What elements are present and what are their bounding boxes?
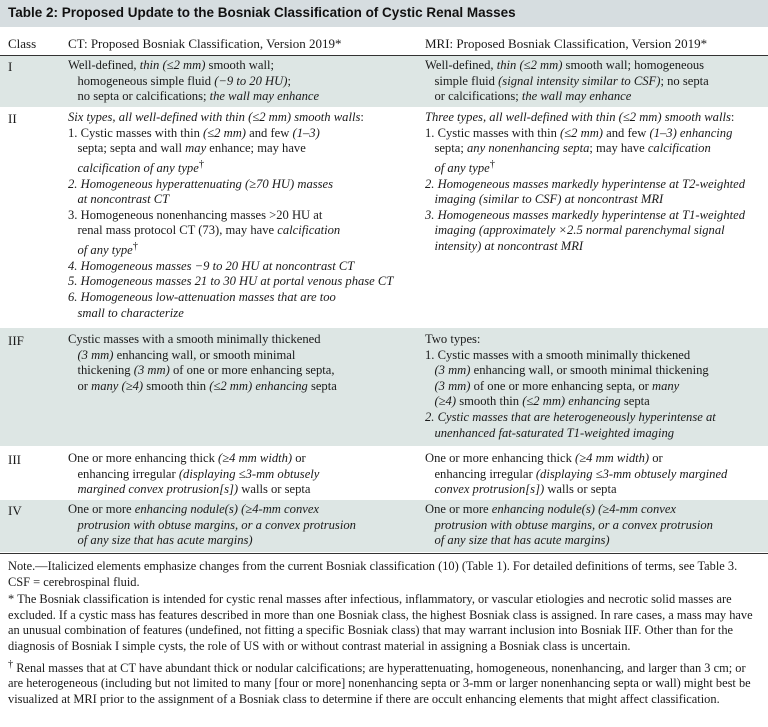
footnote-dagger: † Renal masses that at CT have abundant thick or nodular calcifications; are hyperattenuating, homogeneous, nonenhancing, and larger than 3 cm; or are heterogeneous (including but not limited to many [four or more] nonenhancing septa or 3-mm or larger nonenhancing septa or wall) might best be visualized at MRI prior to the assignment of a Bosniak class to determine if there are occult enhancing elements that might affect classification. [8, 658, 751, 706]
cell-line: margined convex protrusion[s]) walls or septa [77, 482, 311, 497]
table-title: Table 2: Proposed Update to the Bosniak Classification of Cystic Renal Masses [8, 5, 516, 20]
header-ct: CT: Proposed Bosniak Classification, Version 2019* [68, 36, 342, 51]
cell-line: 5. Homogeneous masses 21 to 30 HU at portal venous phase CT [68, 274, 394, 289]
cell-line: enhancing irregular (displaying ≤3-mm obtusely margined [425, 466, 728, 481]
cell-line: Six types, all well-defined with thin (≤2 mm) smooth walls: [68, 110, 364, 124]
table-bottom-rule [0, 553, 768, 554]
cell-line: protrusion with obtuse margins, or a convex protrusion [77, 517, 356, 532]
cell-line: 3. Homogeneous nonenhancing masses >20 HU at [68, 207, 323, 222]
ct-cell [68, 451, 408, 498]
cell-line: protrusion with obtuse margins, or a convex protrusion [434, 517, 713, 532]
cell-line: One or more enhancing nodule(s) (≥4-mm convex [68, 502, 320, 516]
mri-cell [425, 332, 765, 441]
cell-line: 2. Homogeneous hyperattenuating (≥70 HU) masses [68, 176, 334, 191]
mri-cell [425, 502, 765, 549]
cell-line: 3. Homogeneous masses markedly hyperintense at T1-weighted [425, 207, 746, 222]
mri-cell [425, 451, 765, 498]
cell-line: (3 mm) enhancing wall, or smooth minimal thickening [434, 363, 709, 378]
cell-line: (3 mm) enhancing wall, or smooth minimal [77, 347, 296, 362]
cell-line: of any size that has acute margins) [434, 533, 610, 548]
cell-line: One or more enhancing thick (≥4 mm width) or [425, 451, 663, 465]
cell-line: One or more enhancing thick (≥4 mm width) or [68, 451, 306, 465]
cell-line: septa; any nonenhancing septa; may have calcification [425, 141, 711, 156]
cell-line: imaging (approximately ×2.5 normal parenchymal signal [434, 223, 725, 238]
cell-line: 2. Cystic masses that are heterogeneously hyperintense at [425, 409, 716, 424]
row-class-label: IIF [8, 333, 24, 348]
cell-line: of any type† [77, 240, 138, 258]
cell-line: imaging (similar to CSF) at noncontrast MRI [434, 192, 664, 207]
cell-line: of any type† [434, 158, 495, 175]
ct-cell [68, 58, 408, 105]
cell-line: 1. Cystic masses with a smooth minimally thickened [425, 347, 691, 362]
cell-line: 1. Cystic masses with thin (≤2 mm) and few (1–3) [68, 125, 320, 140]
cell-line: Well-defined, thin (≤2 mm) smooth wall; [68, 58, 274, 72]
cell-line: thickening (3 mm) of one or more enhancing septa, [68, 363, 335, 378]
header-class: Class [8, 36, 37, 51]
cell-line: Two types: [425, 332, 481, 346]
cell-line: small to characterize [77, 305, 184, 320]
ct-cell [68, 332, 408, 394]
cell-line: (3 mm) of one or more enhancing septa, or many [434, 378, 680, 393]
cell-line: at noncontrast CT [77, 192, 170, 207]
cell-line: no septa or calcifications; the wall may enhance [68, 89, 320, 104]
table-footnotes [8, 559, 760, 707]
cell-line: homogeneous simple fluid (−9 to 20 HU); [68, 73, 291, 88]
note-text: Note.—Italicized elements emphasize changes from the current Bosniak classification (10) (Table 1). For detailed definitions of terms, see Table 3. CSF = cerebrospinal fluid. [8, 559, 738, 589]
cell-line: unenhanced fat-saturated T1-weighted imaging [434, 425, 675, 440]
ct-cell [68, 502, 408, 549]
cell-line: 4. Homogeneous masses −9 to 20 HU at noncontrast CT [68, 258, 355, 273]
header-mri: MRI: Proposed Bosniak Classification, Version 2019* [425, 36, 708, 51]
row-class-label: IV [8, 503, 22, 518]
cell-line: One or more enhancing nodule(s) (≥4-mm convex [425, 502, 677, 516]
row-class-label: I [8, 59, 13, 74]
cell-line: Well-defined, thin (≤2 mm) smooth wall; homogeneous [425, 58, 705, 72]
cell-line: calcification of any type† [77, 158, 205, 175]
cell-line: or many (≥4) smooth thin (≤2 mm) enhancing septa [68, 378, 337, 393]
cell-line: intensity) at noncontrast MRI [434, 238, 584, 253]
cell-line: 2. Homogeneous masses markedly hyperintense at T2-weighted [425, 176, 746, 191]
footnote-asterisk: * The Bosniak classification is intended for cystic renal masses after infectious, inflammatory, or vascular etiologies and necrotic solid masses are excluded. If a cystic mass has features described in more than one Bosniak class, the highest Bosniak class is assigned. In rare cases, a mass may have an unusual combination of features (undefined, not fitting a specific Bosniak class) that may warrant inclusion into Bosniak IIF. Other than for the diagnosis of Bosniak I simple cysts, the role of US with or without contrast material in assigning a Bosniak class is uncertain. [8, 592, 753, 653]
cell-line: enhancing irregular (displaying ≤3-mm obtusely [68, 466, 320, 481]
cell-line: 6. Homogeneous low-attenuation masses that are too [68, 289, 336, 304]
cell-line: (≥4) smooth thin (≤2 mm) enhancing septa [434, 394, 650, 409]
cell-line: 1. Cystic masses with thin (≤2 mm) and few (1–3) enhancing [425, 125, 733, 140]
cell-line: Cystic masses with a smooth minimally thickened [68, 332, 321, 346]
ct-cell [68, 110, 408, 321]
cell-line: Three types, all well-defined with thin (≤2 mm) smooth walls: [425, 110, 735, 124]
cell-line: renal mass protocol CT (73), may have calcification [68, 223, 341, 238]
mri-cell [425, 58, 765, 105]
cell-line: or calcifications; the wall may enhance [425, 89, 632, 104]
cell-line: simple fluid (signal intensity similar to CSF); no septa [425, 73, 709, 88]
cell-line: of any size that has acute margins) [77, 533, 253, 548]
mri-cell [425, 110, 765, 255]
cell-line: convex protrusion[s]) walls or septa [434, 482, 617, 497]
row-class-label: III [8, 452, 21, 467]
cell-line: septa; septa and wall may enhance; may have [68, 141, 306, 156]
row-class-label: II [8, 111, 17, 126]
